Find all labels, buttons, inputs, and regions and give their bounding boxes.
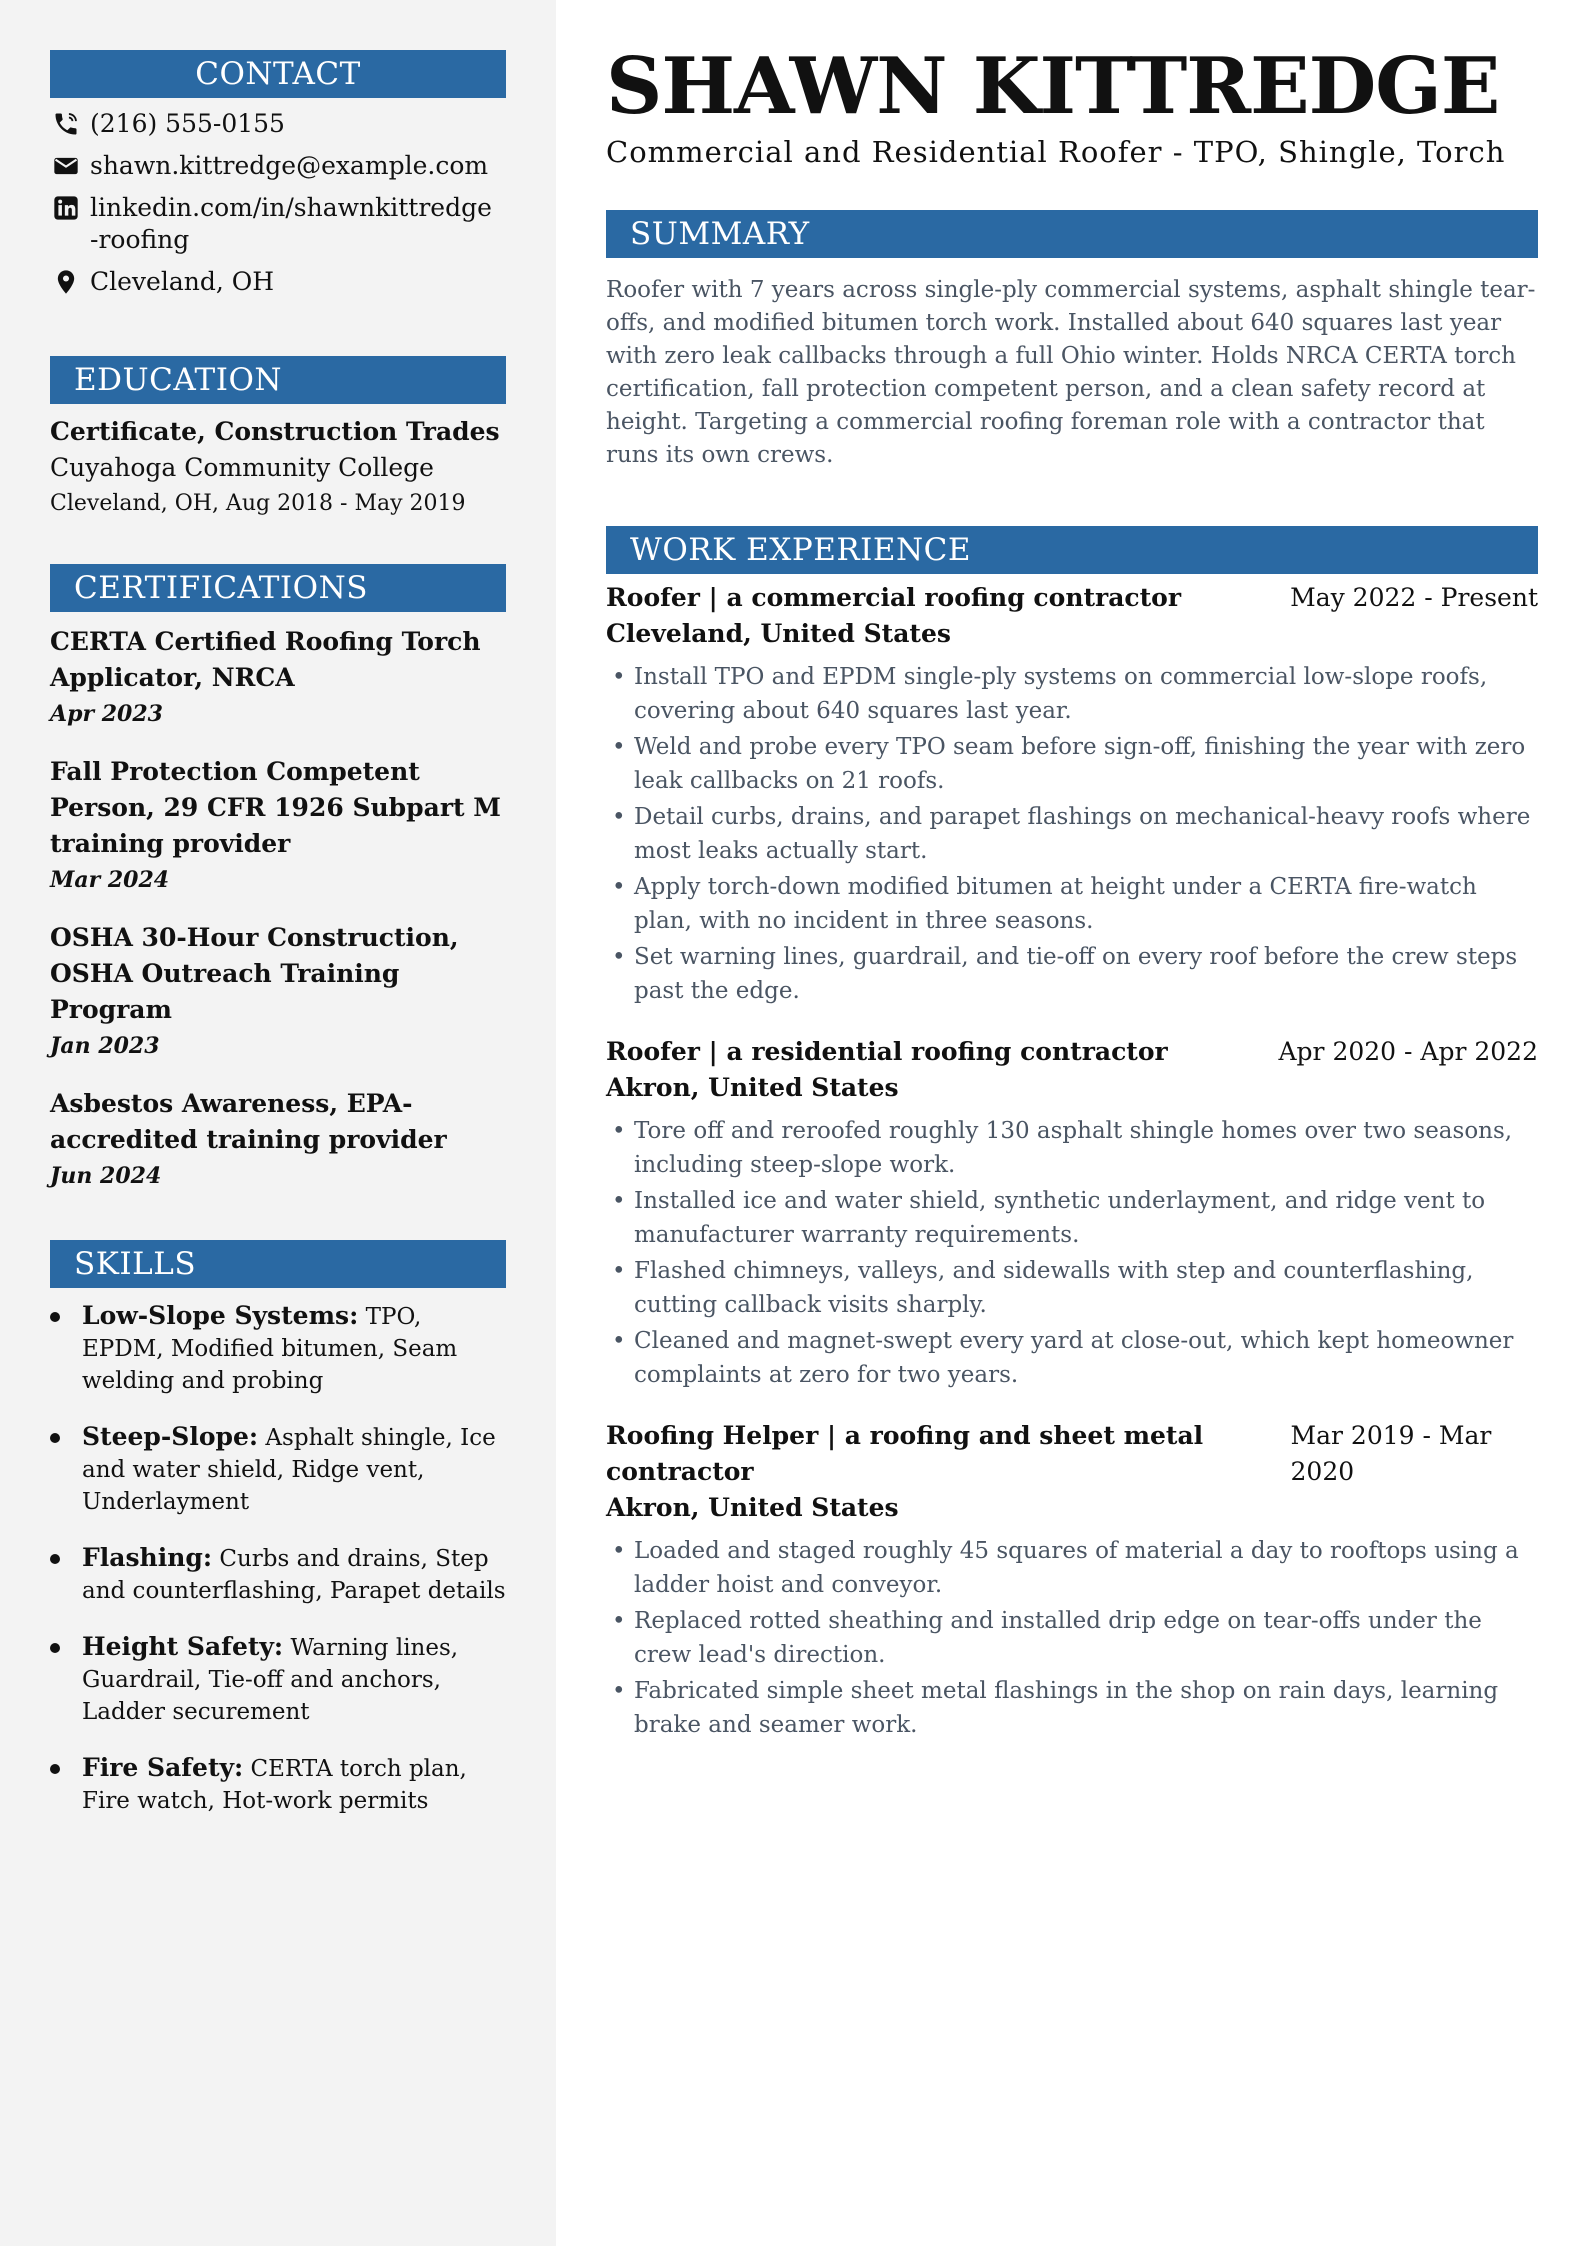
cert-title: Fall Protection Competent Person, 29 CFR 1926 Subpart M training provider [50, 757, 501, 858]
contact-phone-text: (216) 555-0155 [90, 109, 285, 138]
cert-date: Jan 2023 [50, 1033, 160, 1059]
summary-heading: SUMMARY [606, 210, 1538, 258]
skills-heading: SKILLS [50, 1240, 506, 1288]
cert-title: OSHA 30-Hour Construction, OSHA Outreach Training Program [50, 923, 459, 1024]
job-location: Cleveland, United States [606, 619, 951, 648]
sidebar-content [50, 50, 506, 1841]
contact-location [50, 266, 506, 298]
job-bullet: • Cleaned and magnet-swept every yard at close-out, which kept homeowner complaints at zero for two years. [606, 1324, 1538, 1392]
skill-item [50, 1631, 506, 1728]
job-bullet: • Weld and probe every TPO seam before sign-off, finishing the year with zero leak callbacks on 21 roofs. [606, 730, 1538, 798]
contact-email-text: shawn.kittredge@example.com [90, 151, 489, 180]
job-entry [606, 580, 1538, 1008]
skill-item [50, 1752, 506, 1817]
job-dates: Mar 2019 - Mar 2020 [1290, 1421, 1492, 1486]
cert-item [50, 624, 506, 732]
job-bullets [606, 1114, 1538, 1392]
job-entry [606, 1034, 1538, 1392]
cert-item [50, 920, 506, 1064]
education-entry [50, 414, 506, 522]
cert-date: Apr 2023 [50, 701, 163, 727]
cert-item [50, 754, 506, 898]
skills-list [50, 1300, 506, 1817]
job-location: Akron, United States [606, 1493, 899, 1522]
skill-name: Low-Slope Systems: [82, 1301, 359, 1330]
job-title: Roofing Helper | a roofing and sheet metal contractor [606, 1421, 1204, 1486]
location-pin-icon [50, 266, 82, 298]
skill-item [50, 1300, 506, 1397]
sidebar [0, 0, 556, 2246]
skill-name: Flashing: [82, 1543, 213, 1572]
cert-item [50, 1086, 506, 1194]
contact-heading: CONTACT [50, 50, 506, 98]
job-title: Roofer | a commercial roofing contractor [606, 583, 1182, 612]
certifications-list [50, 624, 506, 1194]
job-location: Akron, United States [606, 1073, 899, 1102]
contact-list [50, 108, 506, 298]
summary-text: Roofer with 7 years across single-ply commercial systems, asphalt shingle tear-offs, and modified bitumen torch work. Installed about 640 squares last year with zero leak callbacks through a full Ohio winter. Holds NRCA CERTA torch certification, fall protection competent person, and a clean safety record at height. Targeting a commercial roofing foreman role with a contractor that runs its own crews. [606, 277, 1536, 468]
job-bullets [606, 1534, 1538, 1742]
cert-date: Mar 2024 [50, 867, 170, 893]
cert-title: CERTA Certified Roofing Torch Applicator, NRCA [50, 627, 481, 692]
skill-values: TPO, EPDM, Modified bitumen, Seam welding and probing [82, 1304, 458, 1394]
skill-item [50, 1542, 506, 1607]
skill-name: Fire Safety: [82, 1753, 244, 1782]
contact-linkedin-text: linkedin.com/in/shawnkittredge-roofing [90, 193, 492, 254]
cert-date: Jun 2024 [50, 1163, 162, 1189]
skill-values: Curbs and drains, Step and counterflashing, Parapet details [82, 1546, 506, 1604]
job-header [606, 580, 1538, 616]
job-title: Roofer | a residential roofing contractor [606, 1037, 1168, 1066]
job-dates: Apr 2020 - Apr 2022 [1278, 1037, 1538, 1066]
skill-item [50, 1421, 506, 1518]
skill-values: Warning lines, Guardrail, Tie-off and anchors, Ladder securement [82, 1635, 459, 1725]
job-bullet: • Flashed chimneys, valleys, and sidewalls with step and counterflashing, cutting callback visits sharply. [606, 1254, 1538, 1322]
job-bullet: • Replaced rotted sheathing and installed drip edge on tear-offs under the crew lead's direction. [606, 1604, 1538, 1672]
email-icon [50, 150, 82, 182]
education-heading: EDUCATION [50, 356, 506, 404]
job-header [606, 1034, 1538, 1070]
cert-title: Asbestos Awareness, EPA-accredited training provider [50, 1089, 447, 1154]
linkedin-icon [50, 192, 82, 224]
certifications-heading: CERTIFICATIONS [50, 564, 506, 612]
candidate-name: SHAWN KITTREDGE [606, 41, 1500, 132]
job-bullets [606, 660, 1538, 1008]
job-bullet: • Set warning lines, guardrail, and tie-off on every roof before the crew steps past the edge. [606, 940, 1538, 1008]
education-details: Cleveland, OH, Aug 2018 - May 2019 [50, 491, 466, 516]
education-degree: Certificate, Construction Trades [50, 417, 500, 446]
job-bullet: • Install TPO and EPDM single-ply systems on commercial low-slope roofs, covering about 640 squares last year. [606, 660, 1538, 728]
education-school: Cuyahoga Community College [50, 453, 434, 482]
skill-name: Steep-Slope: [82, 1422, 259, 1451]
job-bullet: • Installed ice and water shield, synthetic underlayment, and ridge vent to manufacturer warranty requirements. [606, 1184, 1538, 1252]
candidate-headline: Commercial and Residential Roofer - TPO, Shingle, Torch [606, 135, 1506, 169]
job-bullet: • Apply torch-down modified bitumen at height under a CERTA fire-watch plan, with no incident in three seasons. [606, 870, 1538, 938]
skill-name: Height Safety: [82, 1632, 284, 1661]
contact-phone[interactable] [50, 108, 506, 140]
job-header [606, 1418, 1538, 1490]
phone-icon [50, 108, 82, 140]
job-bullet: • Tore off and reroofed roughly 130 asphalt shingle homes over two seasons, including steep-slope work. [606, 1114, 1538, 1182]
contact-linkedin[interactable] [50, 192, 506, 256]
job-bullet: • Detail curbs, drains, and parapet flashings on mechanical-heavy roofs where most leaks actually start. [606, 800, 1538, 868]
contact-email[interactable] [50, 150, 506, 182]
main-content [606, 0, 1538, 1744]
experience-heading: WORK EXPERIENCE [606, 526, 1538, 574]
job-bullet: • Loaded and staged roughly 45 squares of material a day to rooftops using a ladder hoist and conveyor. [606, 1534, 1538, 1602]
job-dates: May 2022 - Present [1290, 583, 1538, 612]
job-bullet: • Fabricated simple sheet metal flashings in the shop on rain days, learning brake and seamer work. [606, 1674, 1538, 1742]
contact-location-text: Cleveland, OH [90, 267, 275, 296]
skill-values: CERTA torch plan, Fire watch, Hot-work permits [82, 1756, 467, 1814]
skill-values: Asphalt shingle, Ice and water shield, Ridge vent, Underlayment [82, 1425, 496, 1515]
job-entry [606, 1418, 1538, 1742]
